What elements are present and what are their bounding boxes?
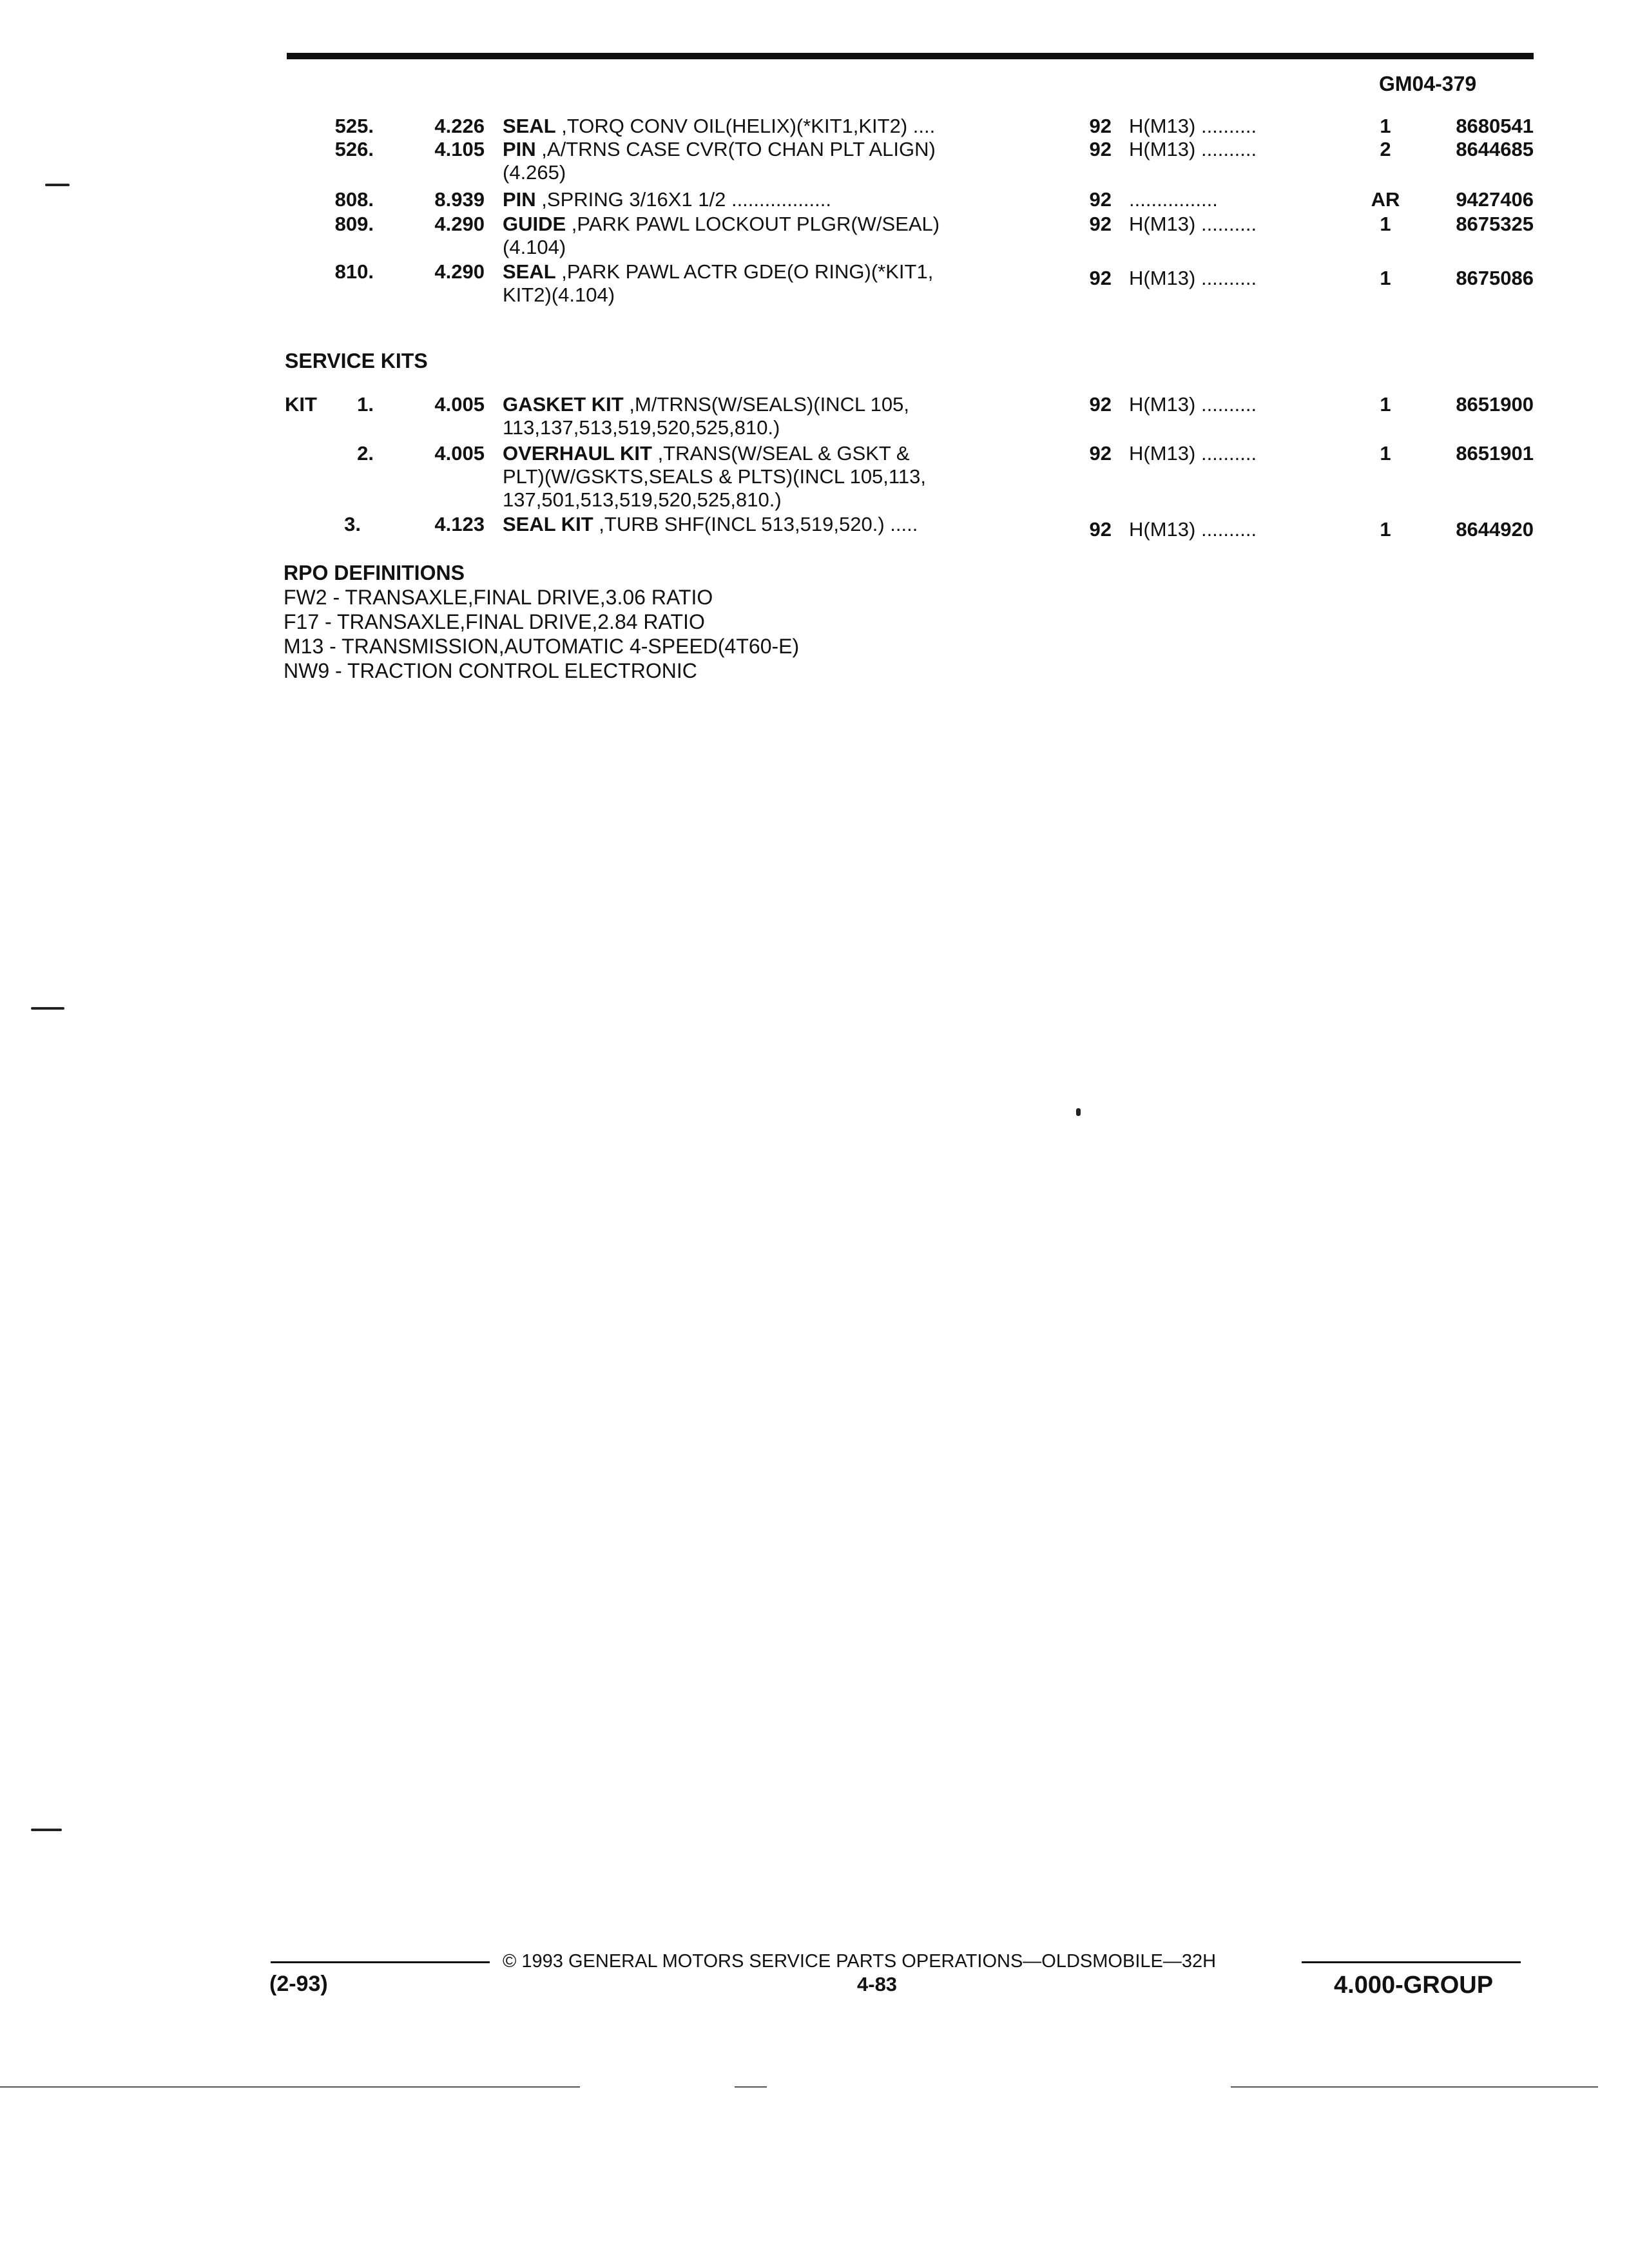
rpo-heading: RPO DEFINITIONS — [284, 561, 465, 584]
scan-mark — [45, 184, 70, 186]
part-number: 8651901 — [1456, 442, 1534, 465]
item-number: 808. — [334, 188, 374, 211]
part-name: PIN — [503, 188, 536, 211]
quantity: 1 — [1380, 115, 1391, 137]
usage-code: ................ — [1129, 188, 1218, 211]
footer-rule-right — [1302, 1961, 1521, 1963]
kit-detail: ,M/TRNS(W/SEALS)(INCL 105, — [623, 393, 909, 416]
figure-number: 4.226 — [434, 115, 485, 137]
usage-code: H(M13) .......... — [1129, 393, 1257, 416]
part-description — [503, 115, 1057, 138]
figure-number: 4.290 — [434, 260, 485, 283]
kit-number: 2. — [357, 442, 374, 465]
footer-page-number: 4-83 — [857, 1973, 898, 1995]
part-name: GUIDE — [503, 213, 566, 235]
figure-number: 4.105 — [434, 138, 485, 160]
part-detail: ,A/TRNS CASE CVR(TO CHAN PLT ALIGN) — [535, 138, 936, 160]
usage-code: H(M13) .......... — [1129, 138, 1257, 160]
scan-mark — [1076, 1108, 1081, 1116]
kit-name: OVERHAUL KIT — [503, 442, 652, 465]
kit-description — [503, 442, 1057, 512]
usage-code: H(M13) .......... — [1129, 442, 1257, 465]
part-description — [503, 260, 1057, 307]
part-description — [503, 188, 1057, 211]
usage-code: H(M13) .......... — [1129, 267, 1257, 289]
rpo-line: F17 - TRANSAXLE,FINAL DRIVE,2.84 RATIO — [284, 610, 705, 633]
scan-mark — [31, 1829, 62, 1831]
part-number: 8675086 — [1456, 267, 1534, 289]
model-year: 92 — [1089, 393, 1112, 416]
model-year: 92 — [1089, 188, 1112, 211]
part-name: SEAL — [503, 115, 556, 137]
item-number: 525. — [334, 115, 374, 137]
item-number: 526. — [334, 138, 374, 160]
kit-label: KIT — [285, 393, 317, 416]
quantity: 1 — [1380, 393, 1391, 416]
model-year: 92 — [1089, 442, 1112, 465]
kit-description — [503, 393, 1057, 439]
kit-detail-cont: 137,501,513,519,520,525,810.) — [503, 488, 782, 511]
figure-number: 4.123 — [434, 513, 485, 535]
quantity: 1 — [1380, 442, 1391, 465]
part-detail: ,PARK PAWL ACTR GDE(O RING)(*KIT1, — [555, 260, 934, 283]
rpo-line: FW2 - TRANSAXLE,FINAL DRIVE,3.06 RATIO — [284, 586, 713, 609]
kit-detail: ,TURB SHF(INCL 513,519,520.) ..... — [593, 513, 918, 535]
part-number: 8675325 — [1456, 213, 1534, 235]
figure-number: 4.005 — [434, 393, 485, 416]
part-name: SEAL — [503, 260, 556, 283]
part-number: 8680541 — [1456, 115, 1534, 137]
kit-detail-cont: PLT)(W/GSKTS,SEALS & PLTS)(INCL 105,113, — [503, 465, 926, 488]
part-detail-cont: (4.265) — [503, 161, 566, 184]
part-name: PIN — [503, 138, 536, 160]
figure-number: 4.290 — [434, 213, 485, 235]
kit-name: GASKET KIT — [503, 393, 624, 416]
rpo-line: M13 - TRANSMISSION,AUTOMATIC 4-SPEED(4T60-E) — [284, 635, 800, 658]
model-year: 92 — [1089, 138, 1112, 160]
kit-detail: ,TRANS(W/SEAL & GSKT & — [651, 442, 910, 465]
scan-mark — [31, 1007, 64, 1010]
figure-number: 4.005 — [434, 442, 485, 465]
service-kits-heading: SERVICE KITS — [285, 349, 428, 372]
rpo-line: NW9 - TRACTION CONTROL ELECTRONIC — [284, 659, 697, 682]
part-detail-cont: (4.104) — [503, 236, 566, 258]
scan-edge-line — [1231, 2086, 1598, 2088]
kit-detail-cont: 113,137,513,519,520,525,810.) — [503, 416, 780, 439]
page-id: GM04-379 — [1379, 72, 1477, 95]
model-year: 92 — [1089, 213, 1112, 235]
usage-code: H(M13) .......... — [1129, 213, 1257, 235]
quantity: 1 — [1380, 518, 1391, 541]
model-year: 92 — [1089, 518, 1112, 541]
part-number: 8644920 — [1456, 518, 1534, 541]
part-number: 8651900 — [1456, 393, 1534, 416]
scan-edge-line — [0, 2086, 580, 2088]
rpo-definitions — [284, 561, 799, 683]
quantity: 1 — [1380, 213, 1391, 235]
part-detail-cont: KIT2)(4.104) — [503, 284, 615, 306]
usage-code: H(M13) .......... — [1129, 518, 1257, 541]
figure-number: 8.939 — [434, 188, 485, 211]
item-number: 809. — [334, 213, 374, 235]
kit-description — [503, 513, 1057, 536]
usage-code: H(M13) .......... — [1129, 115, 1257, 137]
kit-name: SEAL KIT — [503, 513, 593, 535]
top-rule — [287, 53, 1534, 59]
part-number: 8644685 — [1456, 138, 1534, 160]
kit-number: 3. — [344, 513, 361, 535]
part-detail: ,TORQ CONV OIL(HELIX)(*KIT1,KIT2) .... — [555, 115, 936, 137]
quantity: AR — [1371, 188, 1400, 211]
footer-rule-left — [271, 1961, 490, 1963]
quantity: 1 — [1380, 267, 1391, 289]
footer-copyright: © 1993 GENERAL MOTORS SERVICE PARTS OPERATIONS—OLDSMOBILE—32H — [503, 1951, 1217, 1972]
part-description — [503, 138, 1057, 184]
part-description — [503, 213, 1057, 259]
scan-edge-line — [735, 2086, 767, 2088]
part-number: 9427406 — [1456, 188, 1534, 211]
quantity: 2 — [1380, 138, 1391, 160]
part-detail: ,PARK PAWL LOCKOUT PLGR(W/SEAL) — [566, 213, 940, 235]
kit-number: 1. — [357, 393, 374, 416]
model-year: 92 — [1089, 267, 1112, 289]
model-year: 92 — [1089, 115, 1112, 137]
footer-group: 4.000-GROUP — [1334, 1972, 1494, 1999]
footer-date: (2-93) — [269, 1972, 328, 1996]
item-number: 810. — [334, 260, 374, 283]
part-detail: ,SPRING 3/16X1 1/2 .................. — [535, 188, 831, 211]
